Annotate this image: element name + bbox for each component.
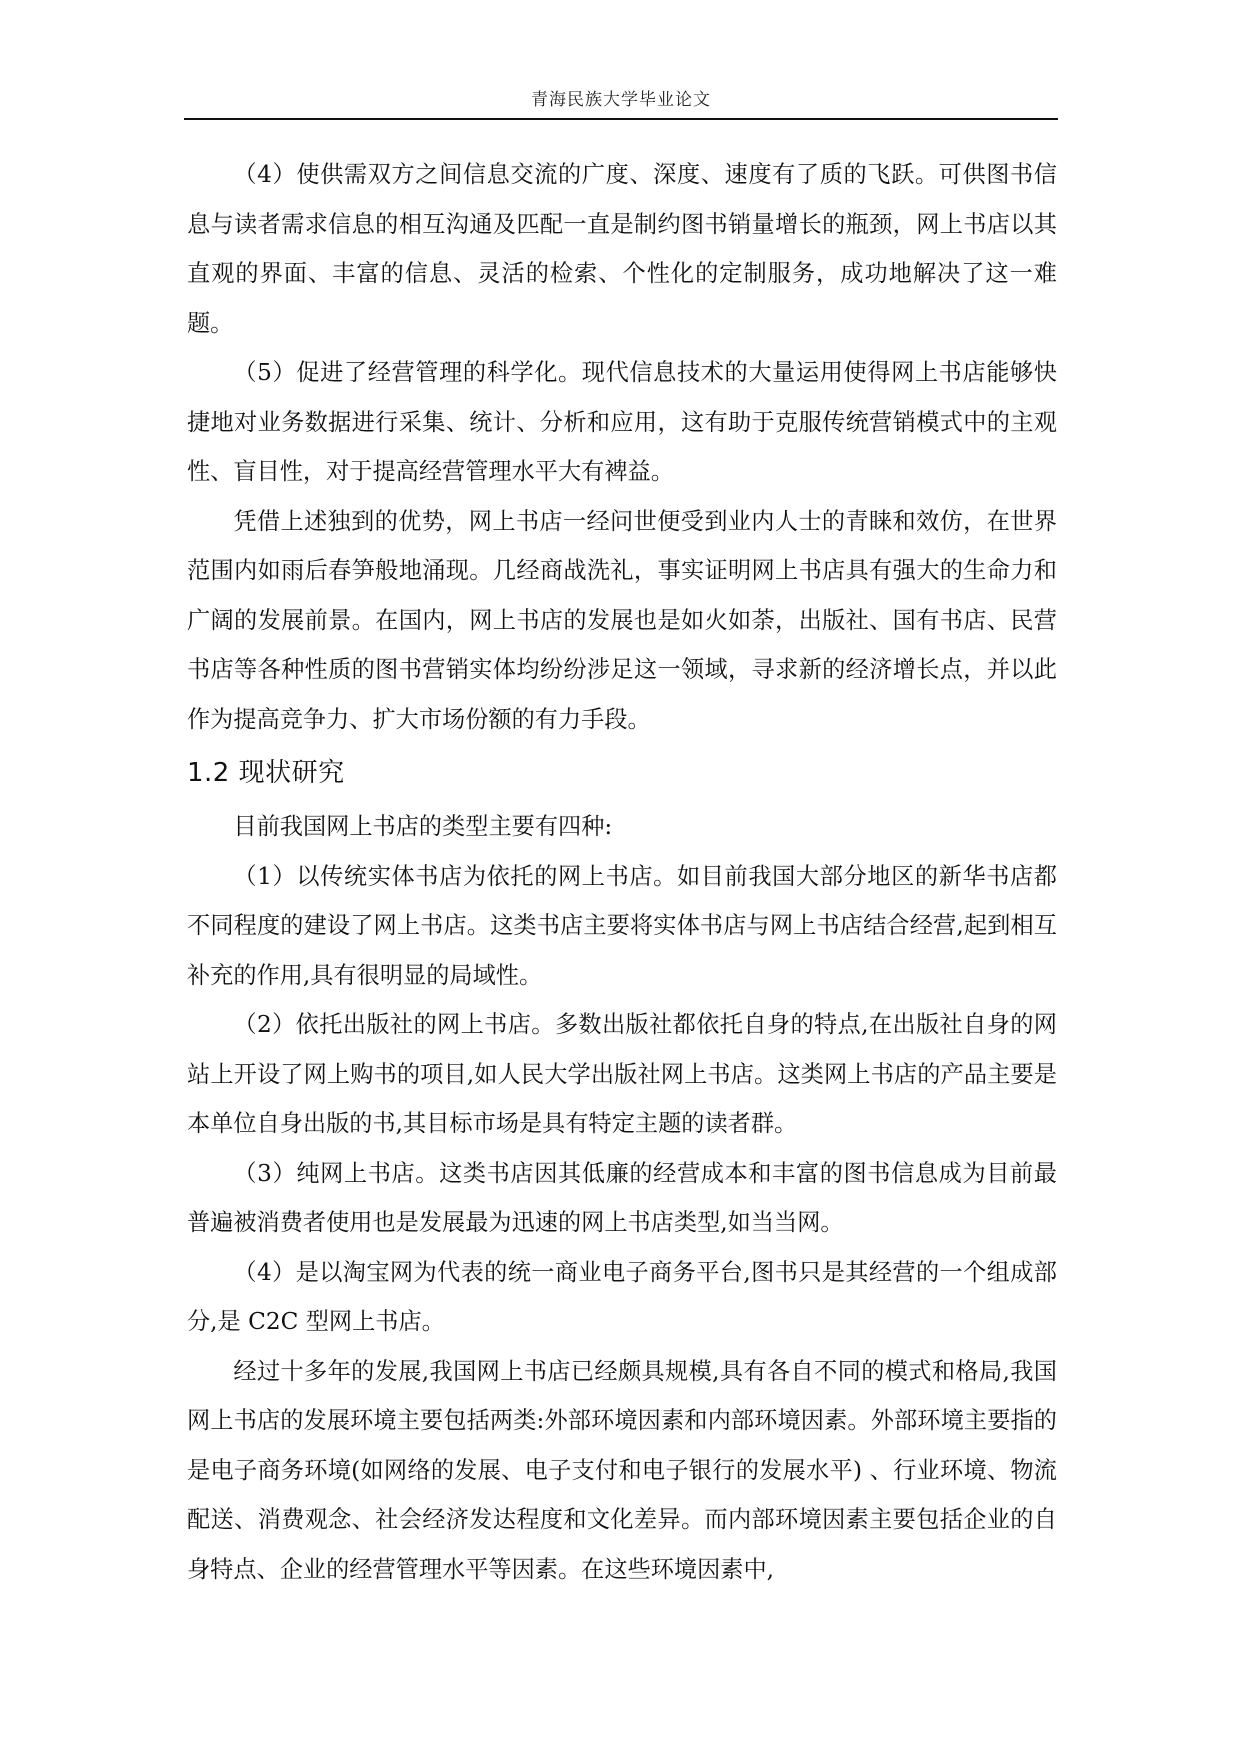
paragraph-advantages-summary: 凭借上述独到的优势，网上书店一经问世便受到业内人士的青睐和效仿，在世界范围内如雨后春笋般地涌现。几经商战洗礼，事实证明网上书店具有强大的生命力和广阔的发展前景。在国内，网上书店的发展也是如火如荼，出版社、国有书店、民营书店等各种性质的图书营销实体均纷纷涉足这一领域，寻求新的经济增长点，并以此作为提高竞争力、扩大市场份额的有力手段。 bbox=[187, 507, 1057, 733]
paragraph-types-intro: 目前我国网上书店的类型主要有四种: bbox=[233, 813, 613, 840]
paragraph-type-1: （1）以传统实体书店为依托的网上书店。如目前我国大部分地区的新华书店都不同程度的建设了网上书店。这类书店主要将实体书店与网上书店结合经营,起到相互补充的作用,具有很明显的局域性。 bbox=[187, 862, 1057, 989]
paragraph-environment: 经过十多年的发展,我国网上书店已经颇具规模,具有各自不同的模式和格局,我国网上书店的发展环境主要包括两类:外部环境因素和内部环境因素。外部环境主要指的是电子商务环境(如网络的发展、电子支付和电子银行的发展水平) 、行业环境、物流配送、消费观念、社会经济发达程度和文化差异。而内部环境因素主要包括企业的自身特点、企业的经营管理水平等因素。在这些环境因素中, bbox=[187, 1357, 1057, 1583]
document-body bbox=[187, 150, 1057, 1594]
paragraph-type-3: （3）纯网上书店。这类书店因其低廉的经营成本和丰富的图书信息成为目前最普遍被消费者使用也是发展最为迅速的网上书店类型,如当当网。 bbox=[187, 1159, 1057, 1236]
page-header bbox=[184, 88, 1058, 120]
header-title: 青海民族大学毕业论文 bbox=[531, 90, 711, 110]
paragraph-benefit-5: （5）促进了经营管理的科学化。现代信息技术的大量运用使得网上书店能够快捷地对业务数据进行采集、统计、分析和应用，这有助于克服传统营销模式中的主观性、盲目性，对于提高经营管理水平大有裨益。 bbox=[187, 359, 1057, 485]
section-heading: 1.2 现状研究 bbox=[187, 758, 345, 788]
paragraph-type-4: （4）是以淘宝网为代表的统一商业电子商务平台,图书只是其经营的一个组成部分,是 C2C 型网上书店。 bbox=[187, 1258, 1057, 1335]
paragraph-type-2: （2）依托出版社的网上书店。多数出版社都依托自身的特点,在出版社自身的网站上开设了网上购书的项目,如人民大学出版社网上书店。这类网上书店的产品主要是本单位自身出版的书,其目标市场是具有特定主题的读者群。 bbox=[187, 1011, 1057, 1137]
paragraph-benefit-4: （4）使供需双方之间信息交流的广度、深度、速度有了质的飞跃。可供图书信息与读者需求信息的相互沟通及匹配一直是制约图书销量增长的瓶颈，网上书店以其直观的界面、丰富的信息、灵活的检索、个性化的定制服务，成功地解决了这一难题。 bbox=[187, 161, 1057, 337]
